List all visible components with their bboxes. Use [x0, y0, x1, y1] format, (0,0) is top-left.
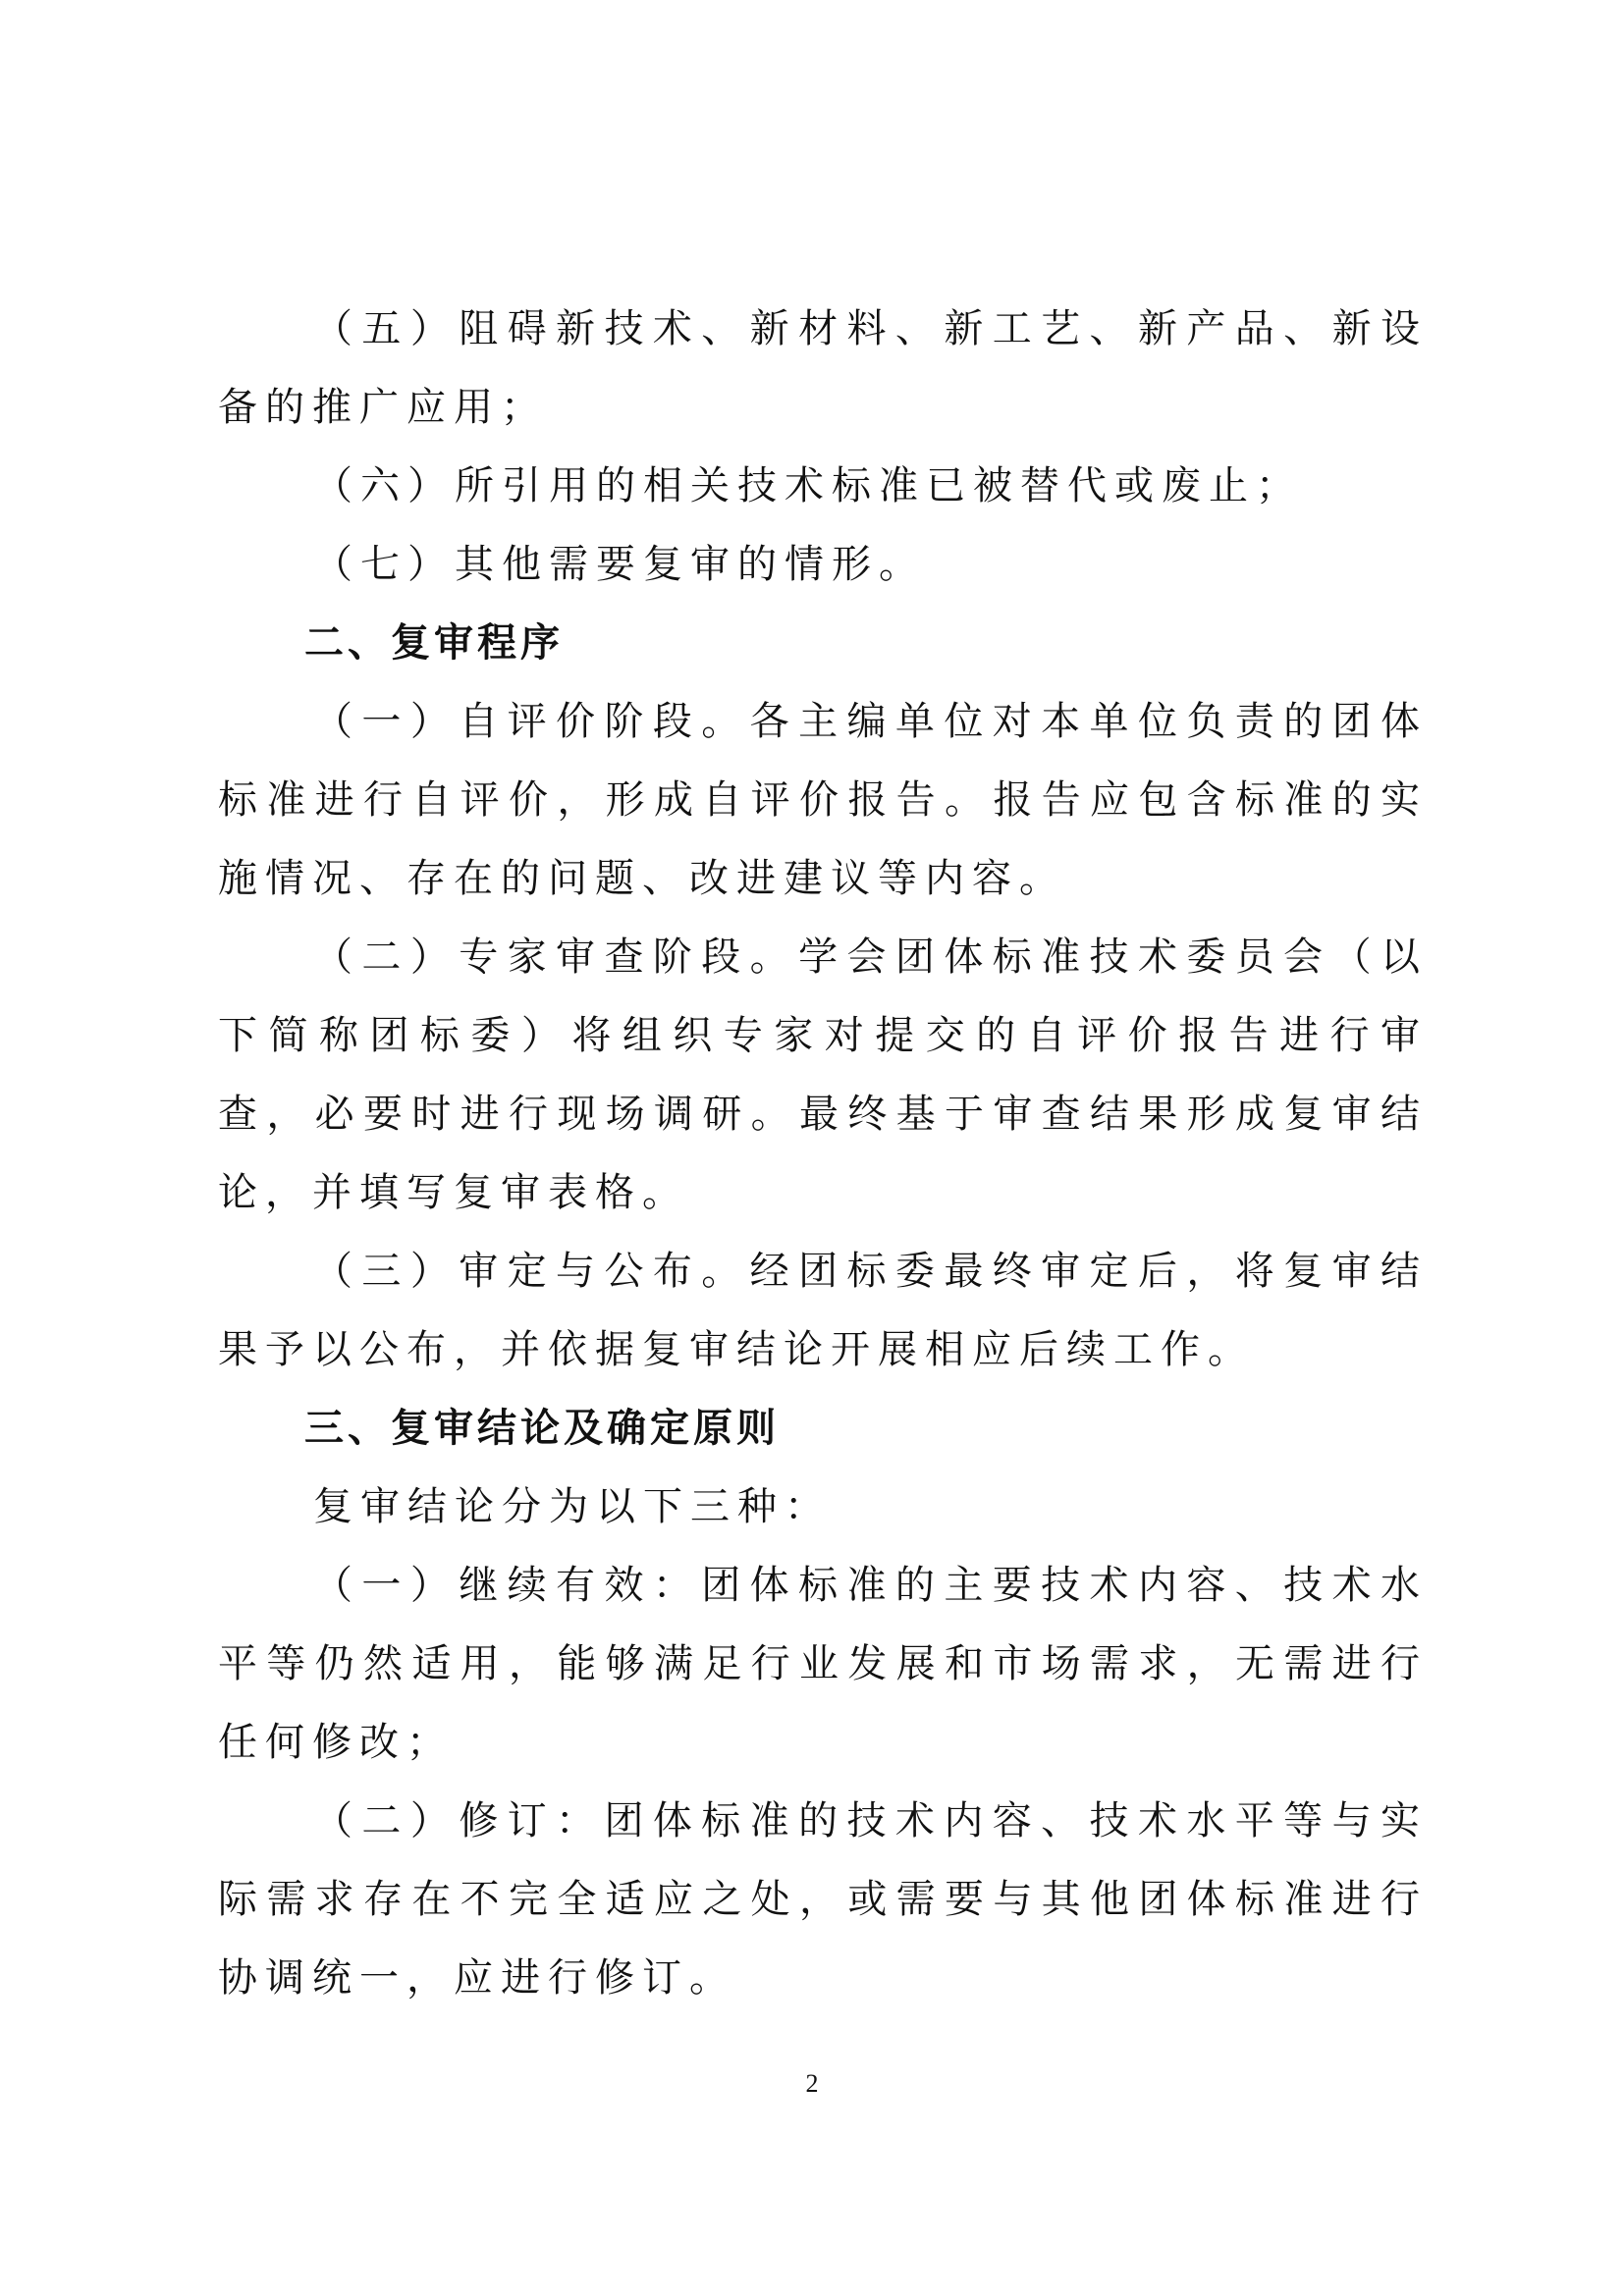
section-heading-review-procedure: 二、复审程序 [304, 620, 564, 666]
clause-6-paragraph: （六）所引用的相关技术标准已被替代或废止； [313, 463, 1303, 508]
clause-7-paragraph: （七）其他需要复审的情形。 [313, 542, 926, 587]
conclusion-revision-paragraph: （二）修订：团体标准的技术内容、技术水平等与实际需求存在不完全适应之处，或需要与其他团体标准进行协调统一，应进行修订。 [218, 1798, 1428, 2001]
document-body [218, 290, 1428, 2017]
page-number: 2 [805, 2069, 819, 2098]
conclusion-continue-valid-paragraph: （一）继续有效：团体标准的主要技术内容、技术水平等仍然适用，能够满足行业发展和市场需求，无需进行任何修改； [218, 1563, 1428, 1765]
conclusions-intro-paragraph: 复审结论分为以下三种： [313, 1484, 832, 1529]
section-heading-review-conclusions: 三、复审结论及确定原则 [304, 1406, 780, 1451]
procedure-approval-publication-paragraph: （三）审定与公布。经团标委最终审定后，将复审结果予以公布，并依据复审结论开展相应后续工作。 [218, 1249, 1428, 1372]
clause-5-paragraph: （五）阻碍新技术、新材料、新工艺、新产品、新设备的推广应用； [218, 306, 1428, 430]
procedure-self-evaluation-paragraph: （一）自评价阶段。各主编单位对本单位负责的团体标准进行自评价，形成自评价报告。报告应包含标准的实施情况、存在的问题、改进建议等内容。 [218, 699, 1428, 901]
procedure-expert-review-paragraph: （二）专家审查阶段。学会团体标准技术委员会（以下简称团标委）将组织专家对提交的自评价报告进行审查，必要时进行现场调研。最终基于审查结果形成复审结论，并填写复审表格。 [218, 934, 1428, 1215]
